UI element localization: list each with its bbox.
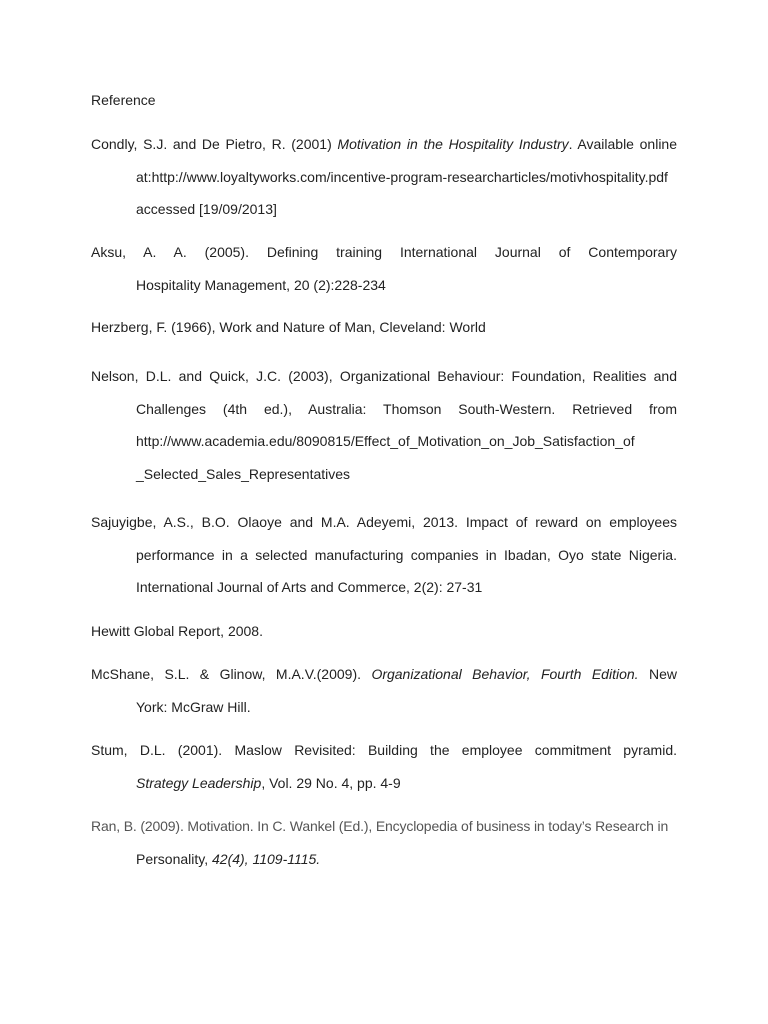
reference-entry-aksu [91, 236, 677, 301]
reference-line: performance in a selected manufacturing companies in Ibadan, Oyo state Nigeria. [136, 546, 677, 563]
reference-line: York: McGraw Hill. [136, 698, 251, 715]
reference-url: _Selected_Sales_Representatives [136, 465, 351, 482]
reference-entry-nelson [91, 360, 677, 490]
reference-line: Challenges (4th ed.), Australia: Thomson South-Western. Retrieved from [136, 400, 677, 417]
reference-entry-herzberg [91, 311, 677, 344]
reference-line: McShane, S.L. & Glinow, M.A.V.(2009). Organizational Behavior, Fourth Edition. New [91, 666, 677, 682]
reference-line: Aksu, A. A. (2005). Defining training International Journal of Contemporary [91, 244, 677, 260]
reference-entry-hewitt [91, 615, 677, 648]
reference-entry-condly [91, 128, 677, 226]
reference-url: at:http://www.loyaltyworks.com/incentive-program-researcharticles/motivhospitality.pdf [136, 168, 668, 185]
reference-line: Hospitality Management, 20 (2):228-234 [136, 276, 386, 293]
reference-line: Ran, B. (2009). Motivation. In C. Wankel (Ed.), Encyclopedia of business in today’s Research in [91, 818, 669, 834]
reference-line: accessed [19/09/2013] [136, 201, 277, 217]
reference-line: Condly, S.J. and De Pietro, R. (2001) Motivation in the Hospitality Industry. Available online [91, 136, 678, 152]
reference-line: Strategy Leadership, Vol. 29 No. 4, pp. 4-9 [136, 774, 401, 791]
reference-line: Nelson, D.L. and Quick, J.C. (2003), Organizational Behaviour: Foundation, Realities and [91, 368, 677, 384]
references-heading: Reference [91, 92, 156, 108]
reference-line: Herzberg, F. (1966), Work and Nature of Man, Cleveland: World [91, 319, 486, 335]
reference-entry-mcshane [91, 658, 677, 723]
reference-line: Stum, D.L. (2001). Maslow Revisited: Building the employee commitment pyramid. [91, 742, 677, 758]
reference-url: http://www.academia.edu/8090815/Effect_of_Motivation_on_Job_Satisfaction_of [136, 433, 635, 449]
reference-line: Personality, 42(4), 1109-1115. [136, 850, 321, 867]
reference-entry-ran [91, 810, 677, 875]
reference-line: Hewitt Global Report, 2008. [91, 623, 263, 639]
reference-entry-sajuyigbe [91, 506, 677, 604]
reference-entry-stum [91, 734, 677, 799]
reference-line: International Journal of Arts and Commerce, 2(2): 27-31 [136, 579, 483, 595]
reference-line: Sajuyigbe, A.S., B.O. Olaoye and M.A. Adeyemi, 2013. Impact of reward on employees [91, 514, 677, 530]
